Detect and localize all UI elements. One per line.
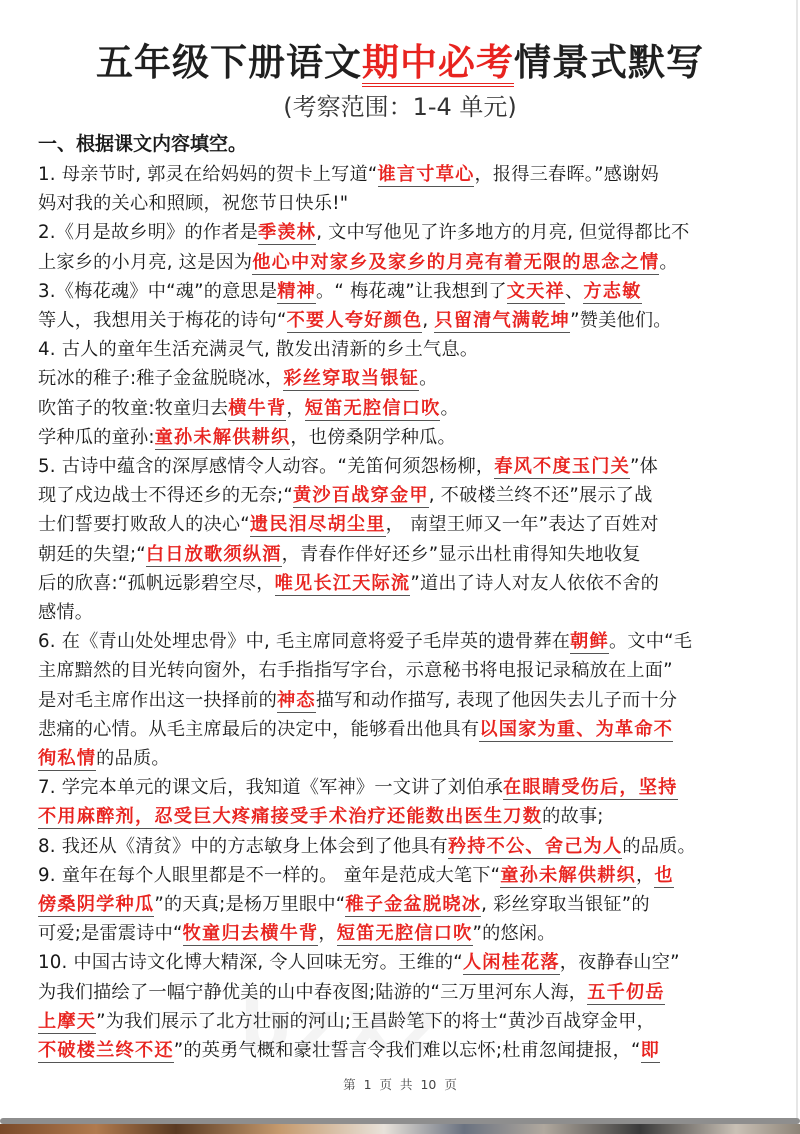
text-line [38, 306, 760, 335]
section-heading: 一、根据课文内容填空。 [38, 133, 248, 155]
line-text: ”道出了诗人对友人依依不舍的 [410, 572, 659, 594]
title-prefix: 五年级下册语文 [96, 42, 362, 83]
line-text: ，夜静春山空” [559, 952, 680, 974]
line-text: 2.《月是故乡明》的作者是 [38, 222, 259, 244]
answer-blank: 不要人夸好颜色 [286, 310, 423, 332]
answer-blank: 短笛无腔信口吹 [336, 923, 473, 945]
line-text: , 文中写他见了许多地方的月亮, 但觉得都比不 [316, 222, 690, 244]
line-text: 4. 古人的童年生活充满灵气, 散发出清新的乡土气息。 [38, 339, 479, 361]
line-text: 的品质。 [96, 748, 170, 770]
line-text: 玩冰的稚子:稚子金盆脱晓冰， [38, 368, 284, 390]
line-text: 是对毛主席作出这一抉择前的 [38, 689, 278, 711]
line-text: 7. 学完本单元的课文后，我知道《军神》一文讲了刘伯承 [38, 777, 504, 799]
line-text: 妈对我的关心和照顾，祝您节日快乐!" [38, 193, 349, 215]
answer-blank: 文天祥 [506, 280, 565, 302]
answer-blank: 上摩天 [38, 1010, 97, 1032]
page-title [0, 38, 800, 88]
line-text: 悲痛的心情。从毛主席最后的决定中，能够看出他具有 [38, 718, 480, 740]
line-text: 5. 古诗中蕴含的深厚感情令人动容。“羌笛何须怨杨柳， [38, 456, 495, 478]
page-number-footer: 第 1 页 共 10 页 [343, 1077, 457, 1092]
text-line [38, 861, 760, 890]
answer-blank: 以国家为重、为革命不 [479, 718, 674, 740]
text-line [38, 744, 760, 773]
line-text: 士们誓要打败敌人的决心“ [38, 514, 250, 536]
line-text: , [422, 310, 435, 332]
line-text: 6. 在《青山处处埋忠骨》中, 毛主席同意将爱子毛岸英的遗骨葬在 [38, 631, 571, 653]
answer-blank: 童孙未解供耕织 [154, 426, 291, 448]
line-text: 3.《梅花魂》中“魂”的意思是 [38, 280, 278, 302]
title-suffix: 情景式默写 [514, 42, 704, 83]
text-line [38, 890, 760, 919]
line-text: 9. 童年在每个人眼里都是不一样的。 童年是范成大笔下“ [38, 864, 501, 886]
text-line [38, 715, 760, 744]
line-text: ，报得三春晖。”感谢妈 [474, 164, 659, 185]
text-line [38, 248, 760, 277]
answer-blank: 精神 [277, 280, 317, 302]
line-text: 后的欣喜:“孤帆远影碧空尽， [38, 572, 275, 594]
answer-blank: 白日放歌须纵酒 [145, 543, 282, 565]
text-line [38, 160, 760, 189]
line-text: ”的悠闲。 [472, 923, 556, 945]
line-text: 。文中“毛 [608, 631, 693, 653]
answer-blank: 徇私情 [38, 748, 97, 770]
text-line [38, 364, 760, 393]
line-text: ， [286, 397, 305, 419]
line-text: ， [635, 864, 655, 886]
line-text: 1. 母亲节时, 郭灵在给妈妈的贺卡上写道“ [38, 164, 378, 185]
text-line [38, 510, 760, 539]
line-text: ”的英勇气概和豪壮誓言令我们难以忘怀;杜甫忽闻捷报，“ [173, 1040, 641, 1062]
text-line [38, 335, 760, 364]
text-line [38, 423, 760, 452]
answer-blank: 人闲桂花落 [462, 952, 560, 974]
answer-blank: 春风不度玉门关 [494, 456, 630, 478]
text-line [38, 656, 760, 685]
answer-blank: 童孙未解供耕织 [500, 864, 636, 886]
answer-blank: 傍桑阴学种瓜 [38, 894, 155, 916]
answer-blank: 横牛背 [228, 397, 287, 419]
answer-blank: 稚子金盆脱晓冰 [345, 894, 482, 916]
background-image-strip [0, 1124, 800, 1134]
line-text: ，也傍桑阴学种瓜。 [290, 426, 456, 448]
answer-blank: 朝鲜 [570, 631, 609, 653]
text-line [38, 948, 760, 977]
text-line [38, 598, 760, 627]
line-text: 的品质。 [622, 835, 696, 857]
answer-blank: 在眼睛受伤后，坚持 [503, 777, 678, 799]
line-text: 。 [440, 397, 459, 419]
text-line [38, 452, 760, 481]
line-text: ， 南望王师又一年”表达了百姓对 [385, 514, 659, 536]
answer-blank: 季羡林 [258, 222, 317, 244]
line-text: 感情。 [38, 602, 94, 624]
answer-blank: 矜持不公、舍己为人 [447, 835, 623, 857]
line-text: ”赞美他们。 [570, 310, 672, 332]
answer-blank: 唯见长江天际流 [274, 572, 411, 594]
document-body [38, 130, 760, 1065]
text-line [38, 919, 760, 948]
line-text: 10. 中国古诗文化博大精深, 令人回味无穷。王维的“ [38, 952, 463, 974]
answer-blank: 也 [654, 864, 674, 886]
line-text: 描写和动作描写, 表现了他因失去儿子而十分 [315, 689, 678, 711]
line-text: 为我们描绘了一幅宁静优美的山中春夜图;陆游的“三万里河东人海， [38, 981, 588, 1003]
answer-blank: 谁言寸草心 [377, 164, 475, 185]
answer-blank: 不破楼兰终不还 [38, 1040, 174, 1062]
text-line [38, 627, 760, 656]
answer-blank: 黄沙百战穿金甲 [293, 485, 429, 507]
line-text: ， [318, 923, 337, 945]
answer-blank: 方志敏 [583, 280, 642, 302]
line-text: 可爱;是雷震诗中“ [38, 923, 183, 945]
answer-blank: 遗民泪尽胡尘里 [249, 514, 386, 536]
text-line [38, 773, 760, 802]
line-text: 。 [419, 368, 438, 390]
line-text: 等人，我想用关于梅花的诗句“ [38, 310, 287, 332]
answer-blank: 牧童归去横牛背 [182, 923, 319, 945]
line-text: 8. 我还从《清贫》中的方志敏身上体会到了他具有 [38, 835, 448, 857]
text-line [38, 686, 760, 715]
line-text: ”体 [630, 456, 659, 478]
answer-blank: 他心中对家乡及家乡的月亮有着无限的思念之情 [252, 251, 660, 273]
page-subtitle: (考察范围：1-4 单元) [283, 93, 517, 121]
answer-blank: 短笛无腔信口吹 [304, 397, 441, 419]
line-text: 朝廷的失望;“ [38, 543, 146, 565]
line-text: 现了戍边战士不得还乡的无奈;“ [38, 485, 293, 507]
title-highlight: 期中必考 [362, 42, 514, 87]
watermark [240, 985, 449, 1067]
line-text: 上家乡的小月亮, 这是因为 [38, 251, 253, 273]
text-line [38, 481, 760, 510]
answer-blank: 神态 [277, 689, 316, 711]
text-line [38, 189, 760, 218]
text-line [38, 569, 760, 598]
line-text: 吹笛子的牧童:牧童归去 [38, 397, 229, 419]
text-line [38, 218, 760, 247]
text-line [38, 802, 760, 831]
question-lines [38, 160, 760, 1065]
answer-blank: 只留清气满乾坤 [434, 310, 571, 332]
line-text: ，青春作伴好还乡”显示出杜甫得知失地收复 [281, 543, 641, 565]
answer-blank: 即 [640, 1040, 660, 1062]
line-text: , 不破楼兰终不还”展示了战 [428, 485, 653, 507]
line-text: 。 [659, 251, 678, 273]
line-text: 主席黯然的目光转向窗外，右手指指写字台，示意秘书将电报记录稿放在上面” [38, 660, 673, 682]
text-line [38, 277, 760, 306]
answer-blank: 彩丝穿取当银钲 [283, 368, 420, 390]
text-line [38, 540, 760, 569]
answer-blank: 不用麻醉剂，忍受巨大疼痛接受手术治疗还能数出医生刀数 [38, 806, 543, 828]
line-text: 学种瓜的童孙: [38, 426, 155, 448]
line-text: 。“ 梅花魂”让我想到了 [316, 280, 507, 302]
line-text: 的故事; [542, 806, 604, 828]
line-text: , 彩丝穿取当银钲”的 [481, 894, 650, 916]
line-text: ”为我们展示了北方壮丽的河山;王昌龄笔下的将士“黄沙百战穿金甲， [96, 1010, 655, 1032]
line-text: 、 [564, 280, 584, 302]
text-line [38, 832, 760, 861]
text-line [38, 394, 760, 423]
answer-blank: 五千仞岳 [587, 981, 665, 1003]
line-text: ”的天真;是杨万里眼中“ [154, 894, 346, 916]
